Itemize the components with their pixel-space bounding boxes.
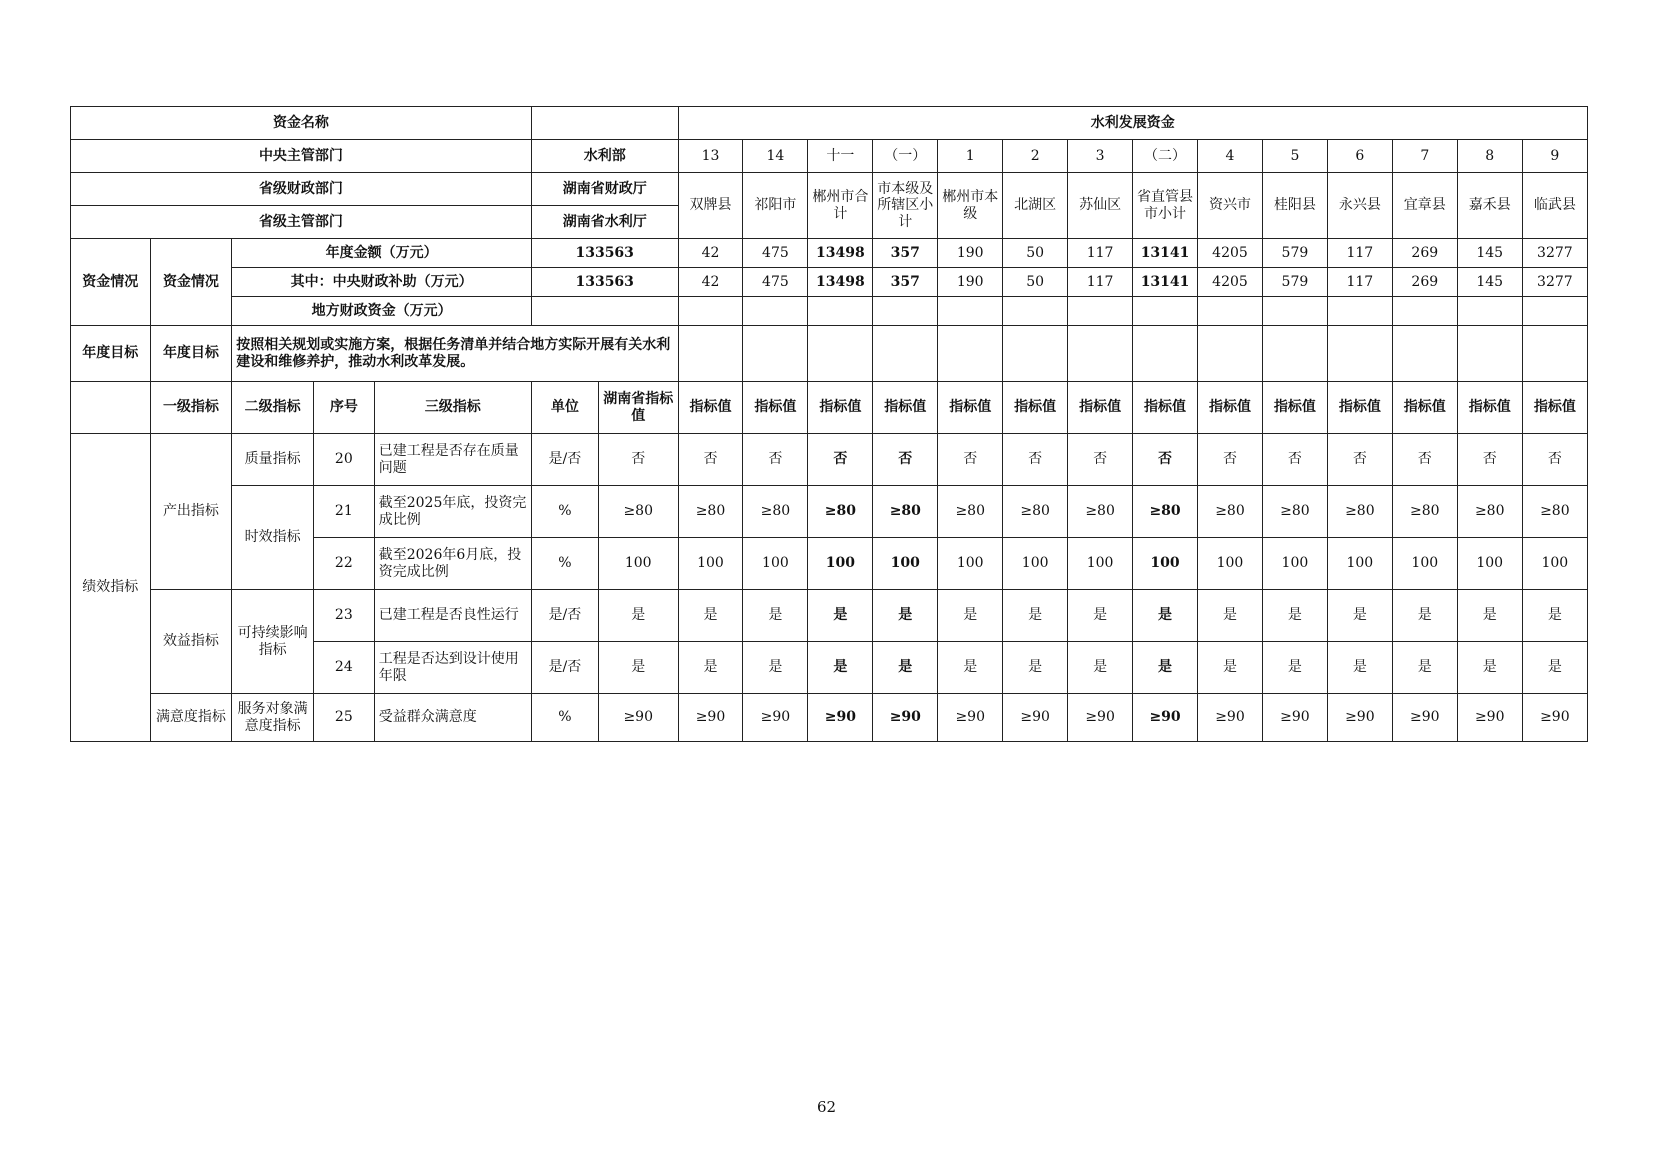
indicator-value: 是 <box>1198 642 1263 694</box>
indicator-value-header: 指标值 <box>1327 382 1392 434</box>
column-name: 宜章县 <box>1392 173 1457 239</box>
indicator-value: ≥90 <box>1457 694 1522 742</box>
level2-header: 二级指标 <box>232 382 314 434</box>
seq-number: 20 <box>313 434 374 486</box>
performance-label: 绩效指标 <box>71 434 151 742</box>
annual-goal-value <box>743 326 808 382</box>
local-funds-total <box>531 297 678 326</box>
indicator-value: 否 <box>678 434 743 486</box>
prov-dept-label: 省级主管部门 <box>71 206 532 239</box>
hunan-target-value: 是 <box>598 590 678 642</box>
local-funds-label: 地方财政资金（万元） <box>232 297 532 326</box>
indicator-value: ≥90 <box>1198 694 1263 742</box>
seq-number: 23 <box>313 590 374 642</box>
indicator-value: 是 <box>678 642 743 694</box>
column-number: 4 <box>1198 140 1263 173</box>
level2-indicator: 质量指标 <box>232 434 314 486</box>
indicator-value: ≥90 <box>1262 694 1327 742</box>
unit: 是/否 <box>531 434 598 486</box>
seq-number: 25 <box>313 694 374 742</box>
annual-goal-value <box>1198 326 1263 382</box>
column-name: 双牌县 <box>678 173 743 239</box>
unit: 是/否 <box>531 642 598 694</box>
indicator-value-header: 指标值 <box>873 382 938 434</box>
central-subsidy-value: 42 <box>678 268 743 297</box>
indicator-value: 是 <box>808 590 873 642</box>
column-number: 2 <box>1003 140 1068 173</box>
indicator-value: ≥90 <box>1522 694 1587 742</box>
indicator-value-header: 指标值 <box>678 382 743 434</box>
local-funds-value <box>1068 297 1133 326</box>
indicator-value: 否 <box>938 434 1003 486</box>
indicator-value: 100 <box>1522 538 1587 590</box>
local-funds-value <box>938 297 1003 326</box>
indicator-value: ≥80 <box>873 486 938 538</box>
indicator-value: 是 <box>1003 642 1068 694</box>
annual-amount-value: 3277 <box>1522 239 1587 268</box>
indicator-value: 否 <box>1392 434 1457 486</box>
local-funds-value <box>743 297 808 326</box>
column-number: 14 <box>743 140 808 173</box>
local-funds-value <box>1003 297 1068 326</box>
indicator-value-header: 指标值 <box>1068 382 1133 434</box>
local-funds-value <box>678 297 743 326</box>
indicator-value-header: 指标值 <box>1003 382 1068 434</box>
annual-goal-value <box>1327 326 1392 382</box>
indicator-value: ≥90 <box>1392 694 1457 742</box>
unit: 是/否 <box>531 590 598 642</box>
indicator-value: ≥90 <box>678 694 743 742</box>
column-name: 省直管县市小计 <box>1133 173 1198 239</box>
central-subsidy-value: 145 <box>1457 268 1522 297</box>
annual-goal-value <box>1003 326 1068 382</box>
annual-amount-value: 13498 <box>808 239 873 268</box>
indicator-value: 否 <box>1327 434 1392 486</box>
central-subsidy-value: 357 <box>873 268 938 297</box>
indicator-value: ≥90 <box>1068 694 1133 742</box>
indicator-value-header: 指标值 <box>1457 382 1522 434</box>
local-funds-value <box>1198 297 1263 326</box>
central-subsidy-value: 3277 <box>1522 268 1587 297</box>
fund-status-sublabel: 资金情况 <box>150 239 232 326</box>
column-number: 3 <box>1068 140 1133 173</box>
indicator-value: 否 <box>1133 434 1198 486</box>
level3-indicator: 工程是否达到设计使用年限 <box>374 642 531 694</box>
indicator-value: 否 <box>1457 434 1522 486</box>
column-name: 苏仙区 <box>1068 173 1133 239</box>
indicator-value-header: 指标值 <box>1262 382 1327 434</box>
annual-goal-value <box>1457 326 1522 382</box>
column-number: 6 <box>1327 140 1392 173</box>
level1-indicator: 满意度指标 <box>150 694 232 742</box>
level3-header: 三级指标 <box>374 382 531 434</box>
local-funds-value <box>1133 297 1198 326</box>
hunan-target-value: 100 <box>598 538 678 590</box>
annual-goal-label: 年度目标 <box>71 326 151 382</box>
indicator-value: ≥80 <box>1133 486 1198 538</box>
annual-goal-value <box>678 326 743 382</box>
annual-goal-text: 按照相关规划或实施方案，根据任务清单并结合地方实际开展有关水利建设和维修养护，推动水利改革发展。 <box>232 326 678 382</box>
indicator-value-header: 指标值 <box>938 382 1003 434</box>
indicator-value: 是 <box>1262 642 1327 694</box>
indicator-value: 是 <box>743 590 808 642</box>
indicator-value: 否 <box>1262 434 1327 486</box>
indicator-value: 是 <box>1327 642 1392 694</box>
column-name: 郴州市合计 <box>808 173 873 239</box>
indicator-value: 否 <box>743 434 808 486</box>
indicator-value: 是 <box>938 642 1003 694</box>
hunan-target-value: ≥90 <box>598 694 678 742</box>
indicator-value: 是 <box>678 590 743 642</box>
indicator-value: 否 <box>808 434 873 486</box>
annual-amount-value: 145 <box>1457 239 1522 268</box>
seq-number: 24 <box>313 642 374 694</box>
annual-amount-value: 42 <box>678 239 743 268</box>
indicator-value: ≥80 <box>938 486 1003 538</box>
indicator-value: 是 <box>743 642 808 694</box>
annual-goal-value <box>1133 326 1198 382</box>
column-name: 临武县 <box>1522 173 1587 239</box>
indicator-value: ≥80 <box>1327 486 1392 538</box>
indicator-value: ≥80 <box>808 486 873 538</box>
indicator-value: 100 <box>743 538 808 590</box>
indicator-value-header: 指标值 <box>1133 382 1198 434</box>
central-dept-value: 水利部 <box>531 140 678 173</box>
indicator-value-header: 指标值 <box>1392 382 1457 434</box>
unit: % <box>531 694 598 742</box>
indicator-value: 100 <box>1068 538 1133 590</box>
central-subsidy-value: 13498 <box>808 268 873 297</box>
annual-goal-sublabel: 年度目标 <box>150 326 232 382</box>
local-funds-value <box>1262 297 1327 326</box>
annual-goal-value <box>1262 326 1327 382</box>
column-name: 市本级及所辖区小计 <box>873 173 938 239</box>
annual-amount-value: 4205 <box>1198 239 1263 268</box>
level1-header: 一级指标 <box>150 382 232 434</box>
indicator-value: ≥90 <box>808 694 873 742</box>
column-name: 祁阳市 <box>743 173 808 239</box>
indicator-value: 100 <box>678 538 743 590</box>
indicator-value: ≥80 <box>1392 486 1457 538</box>
indicator-value: 否 <box>873 434 938 486</box>
column-number: 9 <box>1522 140 1587 173</box>
indicator-value: ≥80 <box>678 486 743 538</box>
column-name: 资兴市 <box>1198 173 1263 239</box>
column-number: （二） <box>1133 140 1198 173</box>
indicator-value: 否 <box>1068 434 1133 486</box>
level3-indicator: 截至2025年底，投资完成比例 <box>374 486 531 538</box>
blank-cell <box>71 382 151 434</box>
indicator-value: 100 <box>938 538 1003 590</box>
indicator-value: ≥90 <box>1327 694 1392 742</box>
indicator-value: ≥90 <box>743 694 808 742</box>
indicator-value-header: 指标值 <box>808 382 873 434</box>
indicator-value: ≥90 <box>938 694 1003 742</box>
annual-amount-label: 年度金额（万元） <box>232 239 532 268</box>
hunan-target-value: 否 <box>598 434 678 486</box>
level2-indicator: 时效指标 <box>232 486 314 590</box>
column-name: 北湖区 <box>1003 173 1068 239</box>
level2-indicator: 服务对象满意度指标 <box>232 694 314 742</box>
annual-amount-value: 117 <box>1068 239 1133 268</box>
indicator-value: 是 <box>1003 590 1068 642</box>
annual-amount-value: 13141 <box>1133 239 1198 268</box>
indicator-value-header: 指标值 <box>1198 382 1263 434</box>
indicator-value: ≥80 <box>1457 486 1522 538</box>
local-funds-value <box>1327 297 1392 326</box>
annual-amount-value: 50 <box>1003 239 1068 268</box>
annual-amount-value: 269 <box>1392 239 1457 268</box>
hunan-target-value: ≥80 <box>598 486 678 538</box>
indicator-value: 否 <box>1198 434 1263 486</box>
annual-amount-value: 579 <box>1262 239 1327 268</box>
indicator-value: ≥80 <box>1262 486 1327 538</box>
prov-dept-value: 湖南省水利厅 <box>531 206 678 239</box>
seq-number: 22 <box>313 538 374 590</box>
column-number: 十一 <box>808 140 873 173</box>
indicator-value-header: 指标值 <box>1522 382 1587 434</box>
column-number: 7 <box>1392 140 1457 173</box>
level1-indicator: 产出指标 <box>150 434 232 590</box>
indicator-value: 100 <box>1198 538 1263 590</box>
indicator-value: 是 <box>808 642 873 694</box>
indicator-value-header: 指标值 <box>743 382 808 434</box>
local-funds-value <box>1392 297 1457 326</box>
column-number: 8 <box>1457 140 1522 173</box>
annual-goal-value <box>808 326 873 382</box>
central-subsidy-value: 50 <box>1003 268 1068 297</box>
prov-finance-label: 省级财政部门 <box>71 173 532 206</box>
prov-finance-value: 湖南省财政厅 <box>531 173 678 206</box>
indicator-value: ≥90 <box>1133 694 1198 742</box>
unit-header: 单位 <box>531 382 598 434</box>
indicator-value: 是 <box>938 590 1003 642</box>
indicator-value: ≥80 <box>1522 486 1587 538</box>
page-number: 62 <box>816 1098 837 1116</box>
central-subsidy-value: 117 <box>1327 268 1392 297</box>
annual-goal-value <box>1522 326 1587 382</box>
annual-amount-total: 133563 <box>531 239 678 268</box>
level2-indicator: 可持续影响指标 <box>232 590 314 694</box>
level3-indicator: 受益群众满意度 <box>374 694 531 742</box>
indicator-value: 100 <box>873 538 938 590</box>
indicator-value: 否 <box>1003 434 1068 486</box>
indicator-value: 100 <box>1392 538 1457 590</box>
indicator-value: 是 <box>873 590 938 642</box>
level3-indicator: 截至2026年6月底，投资完成比例 <box>374 538 531 590</box>
annual-goal-value <box>873 326 938 382</box>
central-subsidy-value: 579 <box>1262 268 1327 297</box>
indicator-value: 是 <box>1522 590 1587 642</box>
blank-cell <box>531 107 678 140</box>
indicator-value: 100 <box>1457 538 1522 590</box>
indicator-value: 是 <box>873 642 938 694</box>
indicator-value: ≥80 <box>1198 486 1263 538</box>
indicator-value: 100 <box>808 538 873 590</box>
level3-indicator: 已建工程是否良性运行 <box>374 590 531 642</box>
unit: % <box>531 538 598 590</box>
seq-header: 序号 <box>313 382 374 434</box>
fund-name-value: 水利发展资金 <box>678 107 1587 140</box>
indicator-value: 是 <box>1392 642 1457 694</box>
indicator-value: 是 <box>1198 590 1263 642</box>
column-number: （一） <box>873 140 938 173</box>
annual-goal-value <box>1392 326 1457 382</box>
central-subsidy-value: 475 <box>743 268 808 297</box>
central-subsidy-value: 190 <box>938 268 1003 297</box>
central-dept-label: 中央主管部门 <box>71 140 532 173</box>
indicator-value: 是 <box>1068 642 1133 694</box>
indicator-value: 100 <box>1262 538 1327 590</box>
central-subsidy-value: 117 <box>1068 268 1133 297</box>
column-name: 嘉禾县 <box>1457 173 1522 239</box>
column-name: 郴州市本级 <box>938 173 1003 239</box>
indicator-value: 是 <box>1457 642 1522 694</box>
level1-indicator: 效益指标 <box>150 590 232 694</box>
indicator-value: ≥90 <box>1003 694 1068 742</box>
central-subsidy-value: 269 <box>1392 268 1457 297</box>
indicator-value: 是 <box>1457 590 1522 642</box>
indicator-value: 100 <box>1327 538 1392 590</box>
level3-indicator: 已建工程是否存在质量问题 <box>374 434 531 486</box>
central-subsidy-value: 4205 <box>1198 268 1263 297</box>
column-number: 1 <box>938 140 1003 173</box>
indicator-value: ≥80 <box>743 486 808 538</box>
indicator-value: 否 <box>1522 434 1587 486</box>
fund-status-label: 资金情况 <box>71 239 151 326</box>
column-name: 桂阳县 <box>1262 173 1327 239</box>
indicator-value: 100 <box>1003 538 1068 590</box>
indicator-value: 是 <box>1133 590 1198 642</box>
local-funds-value <box>873 297 938 326</box>
indicator-value: 100 <box>1133 538 1198 590</box>
local-funds-value <box>1457 297 1522 326</box>
indicator-value: 是 <box>1392 590 1457 642</box>
fund-performance-table <box>70 106 1588 742</box>
annual-amount-value: 190 <box>938 239 1003 268</box>
column-number: 5 <box>1262 140 1327 173</box>
indicator-value: 是 <box>1133 642 1198 694</box>
unit: % <box>531 486 598 538</box>
hunan-target-value: 是 <box>598 642 678 694</box>
annual-amount-value: 357 <box>873 239 938 268</box>
annual-amount-value: 117 <box>1327 239 1392 268</box>
indicator-value: 是 <box>1522 642 1587 694</box>
indicator-value: 是 <box>1068 590 1133 642</box>
fund-name-label: 资金名称 <box>71 107 532 140</box>
hunan-target-header: 湖南省指标值 <box>598 382 678 434</box>
column-number: 13 <box>678 140 743 173</box>
central-subsidy-label: 其中：中央财政补助（万元） <box>232 268 532 297</box>
indicator-value: ≥90 <box>873 694 938 742</box>
annual-goal-value <box>938 326 1003 382</box>
indicator-value: ≥80 <box>1003 486 1068 538</box>
indicator-value: ≥80 <box>1068 486 1133 538</box>
central-subsidy-value: 13141 <box>1133 268 1198 297</box>
local-funds-value <box>808 297 873 326</box>
column-name: 永兴县 <box>1327 173 1392 239</box>
central-subsidy-total: 133563 <box>531 268 678 297</box>
seq-number: 21 <box>313 486 374 538</box>
indicator-value: 是 <box>1262 590 1327 642</box>
indicator-value: 是 <box>1327 590 1392 642</box>
annual-amount-value: 475 <box>743 239 808 268</box>
local-funds-value <box>1522 297 1587 326</box>
annual-goal-value <box>1068 326 1133 382</box>
